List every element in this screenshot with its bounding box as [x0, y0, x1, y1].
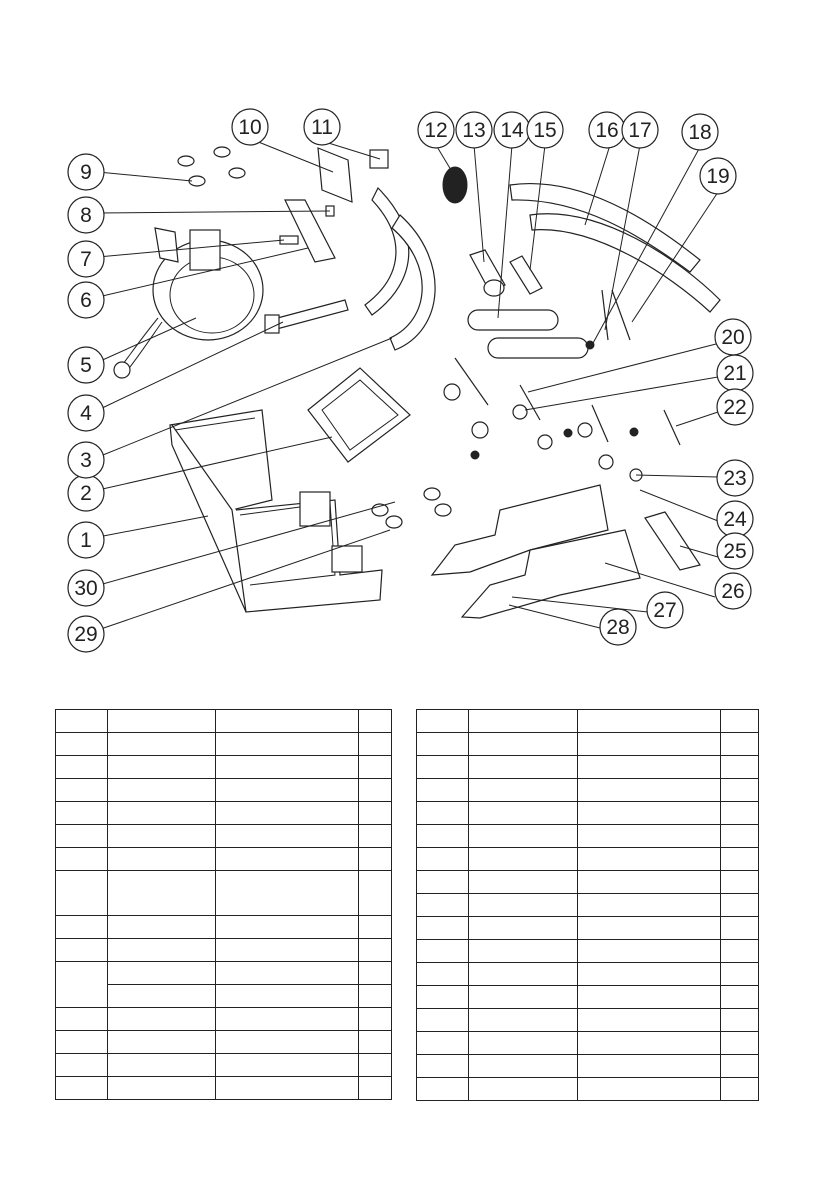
table-row [56, 939, 392, 962]
callout-16 [589, 112, 625, 148]
table-row [417, 710, 759, 733]
table-row [417, 848, 759, 871]
callout-21 [717, 355, 753, 391]
callout-1 [68, 522, 104, 558]
callout-2 [68, 475, 104, 511]
callout-6 [68, 282, 104, 318]
table-row [417, 1078, 759, 1101]
table-row [417, 963, 759, 986]
part-window-plate [308, 368, 410, 462]
svg-text:11: 11 [311, 116, 333, 139]
callout-28 [600, 609, 636, 645]
part-block [318, 148, 352, 202]
table-row [56, 1031, 392, 1054]
callout-15 [527, 112, 563, 148]
svg-text:21: 21 [723, 362, 747, 385]
svg-text:27: 27 [653, 599, 677, 622]
svg-text:13: 13 [462, 119, 486, 142]
callout-26 [715, 573, 751, 609]
svg-text:10: 10 [238, 116, 262, 139]
table-row [56, 779, 392, 802]
table-row [417, 1009, 759, 1032]
table-row [56, 1008, 392, 1031]
svg-text:25: 25 [723, 540, 747, 563]
svg-text:2: 2 [80, 482, 92, 505]
callout-20 [715, 319, 751, 355]
callout-30 [68, 570, 104, 606]
table-row [417, 917, 759, 940]
svg-text:28: 28 [606, 616, 630, 639]
table-row [417, 733, 759, 756]
callout-11 [304, 109, 340, 145]
part-small-bracket [645, 512, 700, 570]
svg-text:4: 4 [80, 402, 92, 425]
callout-5 [68, 347, 104, 383]
part-links [468, 310, 588, 358]
table-row [56, 733, 392, 756]
callout-25 [717, 533, 753, 569]
svg-text:19: 19 [706, 165, 730, 188]
parts-table-right [416, 709, 759, 1101]
svg-text:8: 8 [80, 204, 92, 227]
svg-text:26: 26 [721, 580, 745, 603]
svg-text:22: 22 [723, 396, 747, 419]
svg-text:24: 24 [723, 508, 747, 531]
svg-text:14: 14 [500, 119, 524, 142]
table-row [56, 756, 392, 779]
table-row [417, 1032, 759, 1055]
svg-text:7: 7 [80, 248, 92, 271]
callout-29 [68, 616, 104, 652]
callout-24 [717, 501, 753, 537]
table-row [417, 986, 759, 1009]
callout-8 [68, 197, 104, 233]
svg-text:9: 9 [80, 161, 92, 184]
table-row [417, 1055, 759, 1078]
svg-text:12: 12 [424, 119, 448, 142]
table-row [417, 940, 759, 963]
callout-19 [700, 158, 736, 194]
svg-text:18: 18 [688, 121, 712, 144]
callout-10 [232, 109, 268, 145]
table-row [56, 1077, 392, 1100]
svg-text:20: 20 [721, 326, 745, 349]
svg-text:5: 5 [80, 354, 92, 377]
svg-text:23: 23 [723, 467, 747, 490]
table-row [417, 871, 759, 894]
svg-text:15: 15 [533, 119, 557, 142]
svg-text:30: 30 [74, 577, 98, 600]
table-row [56, 802, 392, 825]
svg-text:16: 16 [595, 119, 619, 142]
part-long-arms [510, 184, 720, 312]
svg-text:1: 1 [80, 529, 92, 552]
part-heating-ring [114, 228, 263, 378]
table-row [417, 894, 759, 917]
table-row [417, 756, 759, 779]
table-row [56, 962, 392, 985]
parts-table-left [55, 709, 392, 1100]
callout-27 [647, 592, 683, 628]
table-row [417, 802, 759, 825]
callout-22 [717, 389, 753, 425]
part-shaft [265, 300, 348, 333]
table-row [56, 1054, 392, 1077]
table-row [56, 825, 392, 848]
svg-text:3: 3 [80, 449, 92, 472]
table-row [56, 848, 392, 871]
part-handle-knob [443, 167, 467, 203]
table-row [417, 825, 759, 848]
part-curved-arm [365, 188, 435, 350]
callout-12 [418, 112, 454, 148]
callout-14 [494, 112, 530, 148]
callout-18 [682, 114, 718, 150]
table-row [56, 871, 392, 916]
callout-9 [68, 154, 104, 190]
table-row [56, 710, 392, 733]
part-feet [372, 488, 451, 528]
table-row [417, 779, 759, 802]
callout-3 [68, 442, 104, 478]
table-row [56, 916, 392, 939]
svg-text:29: 29 [74, 623, 98, 646]
callout-23 [717, 460, 753, 496]
svg-text:6: 6 [80, 289, 92, 312]
svg-text:17: 17 [628, 119, 652, 142]
part-side-plates [432, 485, 640, 618]
callout-17 [622, 112, 658, 148]
callout-13 [456, 112, 492, 148]
callout-4 [68, 395, 104, 431]
callout-7 [68, 241, 104, 277]
